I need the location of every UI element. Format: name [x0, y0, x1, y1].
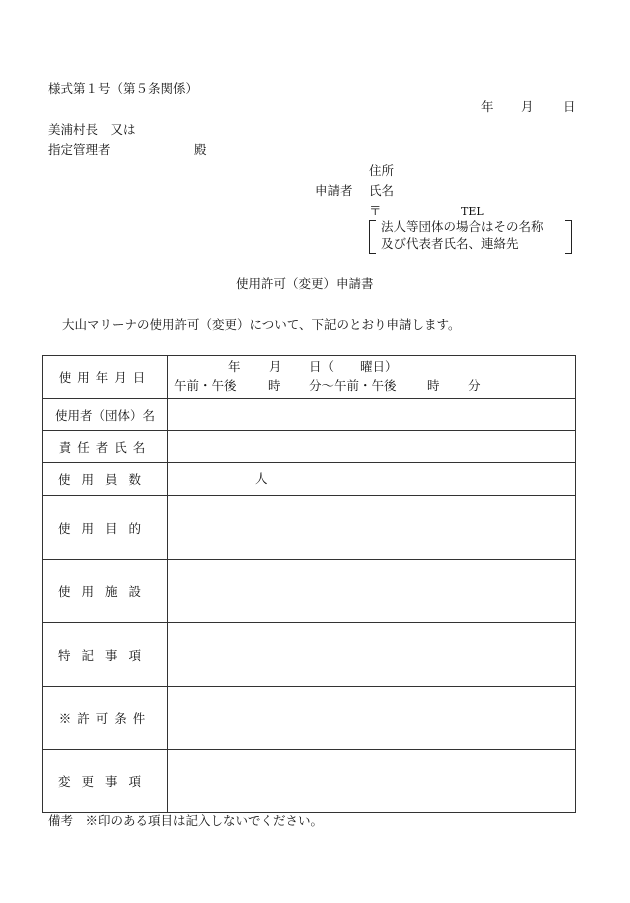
usage-month-label: 月	[269, 359, 282, 374]
usage-hour-end: 時	[427, 378, 440, 393]
user-name-label: 使用者（団体）名	[54, 407, 155, 423]
applicant-note-line-1: 法人等団体の場合はその名称	[381, 219, 544, 234]
purpose-cell[interactable]	[168, 496, 576, 560]
row-permit	[43, 687, 576, 750]
permit-conditions-cell	[168, 687, 576, 750]
addressee-line-1: 美浦村長 又は	[48, 122, 136, 137]
row-change	[43, 750, 576, 813]
addressee-line-2: 指定管理者	[48, 142, 111, 157]
usage-date-label: 使用年月日	[58, 370, 152, 385]
row-purpose	[43, 496, 576, 560]
usage-date-cell[interactable]	[168, 356, 576, 399]
tel-label: TEL	[461, 205, 484, 218]
name-label: 氏名	[369, 183, 395, 198]
application-table	[42, 355, 576, 813]
count-cell[interactable]	[168, 463, 576, 496]
usage-ampm-start: 午前・午後	[174, 378, 237, 393]
special-label: 特記事項	[57, 647, 152, 663]
usage-day-label: 日（	[309, 359, 335, 374]
document-title: 使用許可（変更）申請書	[236, 276, 374, 291]
intro-text: 大山マリーナの使用許可（変更）について、下記のとおり申請します。	[62, 317, 461, 332]
usage-hour-start: 時	[268, 378, 281, 393]
address-label: 住所	[369, 163, 395, 178]
date-month-label: 月	[521, 99, 534, 114]
row-user-name	[43, 399, 576, 431]
applicant-note-line-2: 及び代表者氏名、連絡先	[381, 236, 519, 251]
date-day-label: 日	[563, 99, 576, 114]
footnote: 備考 ※印のある項目は記入しないでください。	[48, 813, 324, 828]
responsible-cell[interactable]	[168, 431, 576, 463]
usage-minute-start-to: 分～午前・午後	[309, 378, 397, 393]
postal-mark: 〒	[369, 203, 382, 218]
note-bracket-right	[565, 220, 572, 254]
usage-year-label: 年	[228, 359, 241, 374]
note-bracket-left	[369, 220, 376, 254]
facility-cell[interactable]	[168, 560, 576, 623]
form-number: 様式第１号（第５条関係）	[48, 81, 199, 96]
applicant-label: 申請者	[315, 183, 353, 198]
user-name-cell[interactable]	[168, 399, 576, 431]
row-count	[43, 463, 576, 496]
row-usage-date	[43, 356, 576, 399]
usage-minute-end: 分	[468, 378, 481, 393]
count-unit: 人	[255, 471, 268, 486]
facility-label: 使用施設	[57, 584, 152, 599]
change-label: 変更事項	[57, 774, 152, 789]
special-cell[interactable]	[168, 623, 576, 687]
count-label: 使用員数	[57, 472, 152, 487]
permit-conditions-label: ※許可条件	[58, 711, 152, 726]
purpose-label: 使用目的	[57, 520, 152, 536]
addressee-honorific: 殿	[194, 142, 207, 157]
date-year-label: 年	[481, 99, 494, 114]
row-responsible	[43, 431, 576, 463]
row-facility	[43, 560, 576, 623]
row-special	[43, 623, 576, 687]
change-cell[interactable]	[168, 750, 576, 813]
responsible-label: 責任者氏名	[58, 439, 152, 455]
usage-weekday-label: 曜日）	[360, 359, 398, 374]
